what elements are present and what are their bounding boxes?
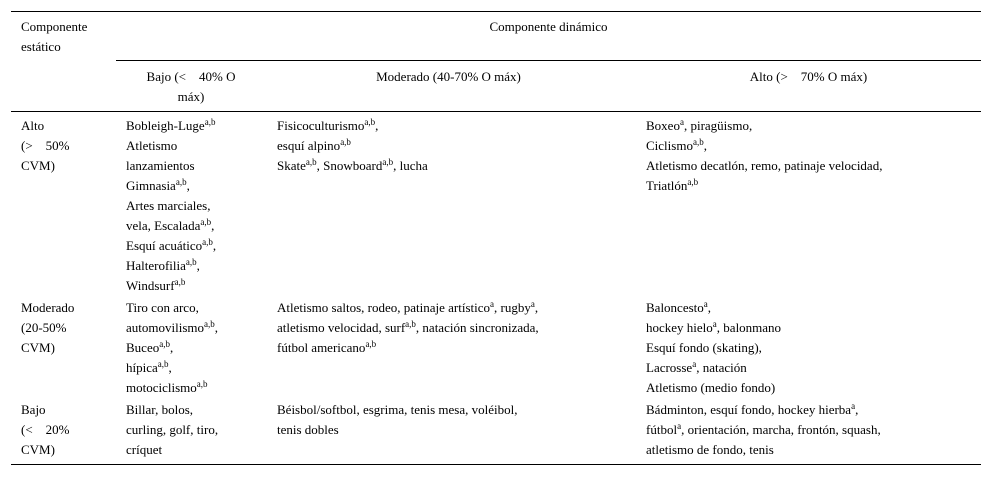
- cell-text: , rugby: [494, 300, 531, 315]
- row-low-static-label: Bajo (< 20% CVM): [21, 402, 70, 457]
- cell-text: Baloncesto: [646, 300, 704, 315]
- row-high-static-high-dynamic: [646, 116, 882, 196]
- row-moderate-static-moderate-dynamic: [277, 298, 539, 358]
- high-dynamic-header: Alto (> 70% O máx): [749, 69, 868, 84]
- dynamic-component-header: Componente dinámico: [489, 19, 608, 34]
- cell-line: [646, 136, 882, 156]
- footnote-marker: a,b: [202, 237, 213, 247]
- cell-text: Boxeo: [646, 118, 680, 133]
- cell-line: [126, 256, 216, 276]
- cell-text: Gimnasia: [126, 178, 176, 193]
- cell-text: ,: [169, 340, 174, 355]
- footnote-marker: a: [851, 401, 856, 411]
- cell-line: [646, 378, 781, 398]
- cell-text: ,: [375, 118, 379, 133]
- cell-line: [126, 116, 216, 136]
- footnote-marker: a,b: [200, 217, 212, 227]
- cell-text: , natación sincronizada,: [415, 320, 539, 335]
- cell-line: [277, 338, 539, 358]
- cell-text: ,: [212, 238, 217, 253]
- row-high-static-low-dynamic: [126, 116, 216, 296]
- dynamic-header-rule: [116, 60, 981, 61]
- cell-line: [126, 378, 218, 398]
- cell-text: atletismo de fondo, tenis: [646, 442, 774, 457]
- footnote-marker: a,b: [692, 137, 704, 147]
- footnote-marker: a,b: [364, 117, 376, 127]
- footnote-marker: a: [679, 117, 684, 127]
- cell-line: [646, 420, 881, 440]
- cell-line: [277, 116, 428, 136]
- cell-line: [646, 116, 882, 136]
- footnote-marker: a: [703, 299, 708, 309]
- cell-text: fútbol americano: [277, 340, 366, 355]
- row-low-static-moderate-dynamic: [277, 400, 517, 440]
- cell-line: [126, 276, 216, 296]
- cell-text: Atletismo saltos, rodeo, patinaje artístico: [277, 300, 491, 315]
- row-moderate-static-low-dynamic: [126, 298, 218, 398]
- cell-line: [277, 400, 517, 420]
- footnote-marker: a,b: [305, 157, 317, 167]
- row-low-static-high-dynamic: [646, 400, 881, 460]
- cell-text: Atletismo decatlón, remo, patinaje velocidad,: [646, 158, 883, 173]
- cell-text: Atletismo: [126, 138, 178, 153]
- cell-text: ,: [214, 320, 218, 335]
- row-moderate-static-label: Moderado (20-50% CVM): [21, 300, 75, 355]
- cell-line: [277, 156, 428, 176]
- cell-text: Fisicoculturismo: [277, 118, 365, 133]
- cell-line: [646, 338, 781, 358]
- cell-text: hockey hielo: [646, 320, 713, 335]
- cell-text: , lucha: [393, 158, 428, 173]
- row-moderate-static-high-dynamic: [646, 298, 781, 398]
- cell-text: ,: [168, 360, 172, 375]
- cell-text: vela, Escalada: [126, 218, 201, 233]
- footnote-marker: a,b: [204, 117, 216, 127]
- cell-text: Esquí acuático: [126, 238, 203, 253]
- cell-line: [126, 176, 216, 196]
- cell-text: Buceo: [126, 340, 160, 355]
- header-bottom-rule: [11, 111, 981, 112]
- cell-text: Atletismo (medio fondo): [646, 380, 776, 395]
- row-high-static-label: Alto (> 50% CVM): [21, 118, 70, 173]
- cell-line: [126, 196, 216, 216]
- footnote-marker: a,b: [687, 177, 699, 187]
- cell-line: [646, 298, 781, 318]
- cell-text: , natación: [696, 360, 747, 375]
- footnote-marker: a,b: [196, 379, 208, 389]
- cell-text: esquí alpino: [277, 138, 341, 153]
- cell-text: Béisbol/softbol, esgrima, tenis mesa, voléibol,: [277, 402, 518, 417]
- cell-line: [126, 156, 216, 176]
- cell-text: ,: [196, 258, 200, 273]
- cell-text: Bobleigh-Luge: [126, 118, 205, 133]
- cell-line: [646, 400, 881, 420]
- cell-text: , balonmano: [716, 320, 782, 335]
- row-low-static-low-dynamic: [126, 400, 218, 460]
- cell-line: [126, 358, 218, 378]
- moderate-dynamic-header: Moderado (40-70% O máx): [376, 69, 521, 84]
- cell-text: Esquí fondo (skating),: [646, 340, 762, 355]
- cell-text: ,: [186, 178, 190, 193]
- cell-text: Halterofilia: [126, 258, 186, 273]
- footnote-marker: a,b: [159, 339, 170, 349]
- footnote-marker: a,b: [405, 319, 416, 329]
- static-component-header: Componente estático: [21, 19, 88, 54]
- footnote-marker: a: [712, 319, 717, 329]
- sports-classification-table: [11, 0, 981, 477]
- cell-text: Lacrosse: [646, 360, 693, 375]
- cell-text: Triatlón: [646, 178, 688, 193]
- top-rule: [11, 11, 981, 12]
- footnote-marker: a,b: [204, 319, 215, 329]
- footnote-marker: a,b: [157, 359, 169, 369]
- cell-line: [646, 318, 781, 338]
- footnote-marker: a,b: [175, 177, 187, 187]
- cell-text: atletismo velocidad, surf: [277, 320, 406, 335]
- cell-line: [126, 216, 216, 236]
- cell-line: [646, 440, 881, 460]
- bottom-rule: [11, 464, 981, 465]
- footnote-marker: a: [530, 299, 535, 309]
- cell-text: Artes marciales,: [126, 198, 211, 213]
- cell-line: [126, 136, 216, 156]
- cell-text: lanzamientos: [126, 158, 195, 173]
- cell-text: hípica: [126, 360, 158, 375]
- cell-text: tenis dobles: [277, 422, 339, 437]
- footnote-marker: a: [490, 299, 495, 309]
- cell-line: [126, 338, 218, 358]
- cell-text: ,: [534, 300, 539, 315]
- footnote-marker: a,b: [185, 257, 197, 267]
- cell-text: motociclismo: [126, 380, 197, 395]
- cell-text: Billar, bolos,: [126, 402, 194, 417]
- cell-text: Windsurf: [126, 278, 175, 293]
- cell-line: [126, 400, 218, 420]
- footnote-marker: a,b: [365, 339, 377, 349]
- cell-text: , orientación, marcha, frontón, squash,: [681, 422, 881, 437]
- cell-line: [126, 318, 218, 338]
- cell-text: , piragüismo,: [683, 118, 753, 133]
- cell-line: [646, 176, 882, 196]
- cell-text: críquet: [126, 442, 163, 457]
- footnote-marker: a,b: [382, 157, 394, 167]
- cell-text: Bádminton, esquí fondo, hockey hierba: [646, 402, 852, 417]
- cell-line: [277, 136, 428, 156]
- cell-text: automovilismo: [126, 320, 204, 335]
- footnote-marker: a,b: [340, 137, 351, 147]
- cell-text: Skate: [277, 158, 306, 173]
- cell-line: [646, 358, 781, 378]
- cell-line: [277, 298, 539, 318]
- row-high-static-moderate-dynamic: [277, 116, 428, 176]
- cell-line: [646, 156, 882, 176]
- footnote-marker: a,b: [174, 277, 186, 287]
- low-dynamic-header: Bajo (< 40% O máx): [146, 69, 236, 104]
- cell-line: [277, 420, 517, 440]
- cell-text: , Snowboard: [316, 158, 383, 173]
- cell-line: [126, 440, 218, 460]
- cell-text: ,: [707, 300, 712, 315]
- footnote-marker: a: [677, 421, 682, 431]
- cell-text: Ciclismo: [646, 138, 693, 153]
- cell-text: curling, golf, tiro,: [126, 422, 219, 437]
- cell-text: Tiro con arco,: [126, 300, 199, 315]
- cell-text: fútbol: [646, 422, 678, 437]
- cell-text: ,: [855, 402, 859, 417]
- cell-line: [126, 298, 218, 318]
- cell-text: ,: [211, 218, 215, 233]
- footnote-marker: a: [692, 359, 697, 369]
- cell-line: [126, 420, 218, 440]
- cell-line: [126, 236, 216, 256]
- cell-text: ,: [703, 138, 707, 153]
- cell-line: [277, 318, 539, 338]
